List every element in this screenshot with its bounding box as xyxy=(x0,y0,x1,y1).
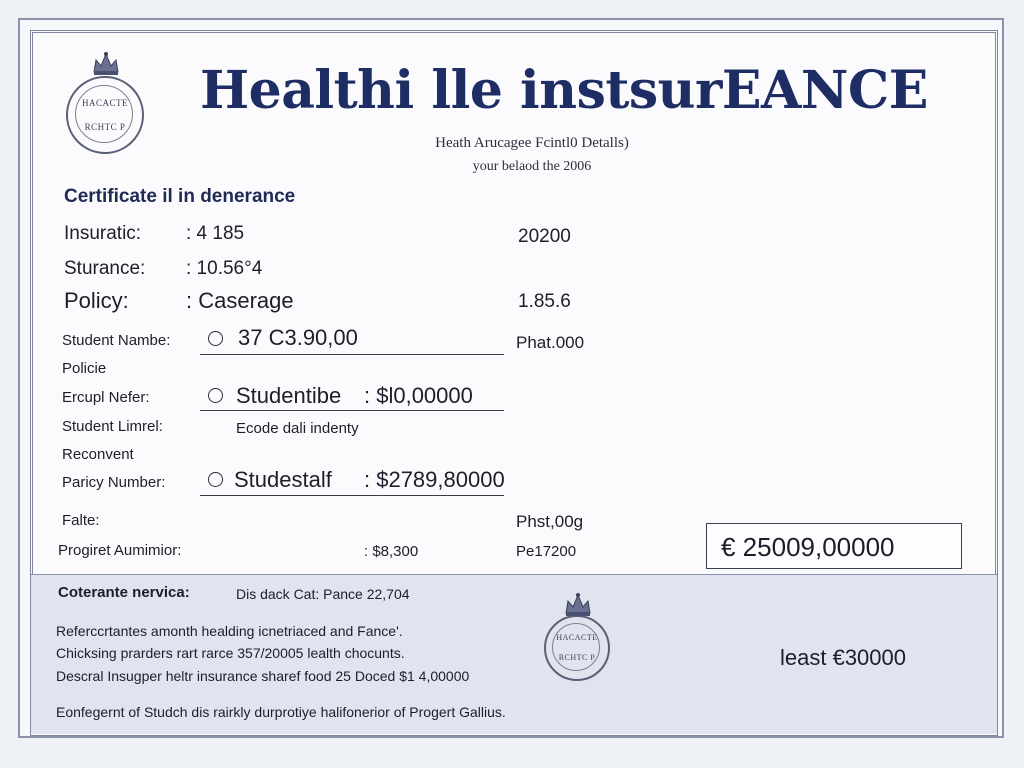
label-falte: Falte: xyxy=(62,512,100,529)
certificate-title: Healthi lle instsurEANCE xyxy=(200,60,928,121)
label-progiret: Progiret Aumimior: xyxy=(58,542,182,559)
subtitle-line1: Heath Arucagee Fcintl0 Detalls) xyxy=(435,135,629,151)
label-student-name: Student Nambe: xyxy=(62,332,171,349)
footer-least-amount: least €30000 xyxy=(780,645,906,670)
total-box xyxy=(706,523,962,569)
underline-ercupl-nefer xyxy=(200,410,504,411)
total-value: € 25009,00000 xyxy=(721,532,895,562)
value-ercupl-nefer: Studentibe xyxy=(236,383,342,408)
underline-student-name xyxy=(200,354,504,355)
seal-footer-text-bottom: RCHTC P xyxy=(558,653,596,662)
radio-student-name[interactable] xyxy=(208,331,223,346)
footer-bottom-line: Eonfegernt of Studch dis rairkly durprotiye halifonerior of Progert Gallius. xyxy=(56,704,506,720)
summary-label-sturance: Sturance: xyxy=(64,258,146,279)
amount-paricy-number: : $2789,80000 xyxy=(364,467,505,492)
footer-line3: Descral Insugper heltr insurance sharef food 25 Doced $1 4,00000 xyxy=(56,668,470,684)
label-student-limrel: Student Limrel: xyxy=(62,418,163,435)
value-student-name: 37 C3.90,00 xyxy=(238,325,358,350)
radio-ercupl-nefer[interactable] xyxy=(208,388,223,403)
summary-value-policy: : Caserage xyxy=(186,288,294,313)
radio-paricy-number[interactable] xyxy=(208,472,223,487)
seal-text-top: HACACTE xyxy=(82,98,128,108)
summary-label-insuratic: Insuratic: xyxy=(64,223,142,244)
summary-value-sturance: : 10.56°4 xyxy=(186,258,263,279)
value-progiret: : $8,300 xyxy=(364,543,419,560)
crown-icon xyxy=(90,50,122,76)
seal-footer-text-top: HACACTE xyxy=(556,633,598,642)
value-student-limrel: Ecode dali indenty xyxy=(236,420,359,437)
summary-right-policy: 1.85.6 xyxy=(518,291,571,312)
label-ercupl-nefer: Ercupl Nefer: xyxy=(62,389,150,406)
right-student-name: Phat.000 xyxy=(516,333,585,352)
label-policie: Policie xyxy=(62,360,107,377)
amount-ercupl-nefer: : $l0,00000 xyxy=(364,383,473,408)
summary-right-insuratic: 20200 xyxy=(518,226,571,247)
summary-value-insuratic: : 4 185 xyxy=(186,223,245,244)
section-heading: Certificate il in denerance xyxy=(64,186,296,207)
label-paricy-number: Paricy Number: xyxy=(62,474,166,491)
footer-heading: Coterante nervica: xyxy=(58,584,190,601)
right-falte: Phst,00g xyxy=(516,512,584,531)
underline-paricy-number xyxy=(200,495,504,496)
summary-label-policy: Policy: xyxy=(64,288,129,313)
value-paricy-number: Studestalf xyxy=(234,467,332,492)
seal-footer xyxy=(544,615,610,681)
footer-heading-value: Dis dack Cat: Pance 22,704 xyxy=(236,586,410,602)
label-reconvent: Reconvent xyxy=(62,446,134,463)
crown-icon xyxy=(562,591,594,617)
seal-ring xyxy=(552,623,600,671)
footer-line1: Referccrtantes amonth healding icnetriaced and Fance'. xyxy=(56,623,403,639)
right-progiret: Pe17200 xyxy=(516,543,577,560)
seal-text-bottom: RCHTC P xyxy=(84,122,126,132)
footer-line2: Chicksing prarders rart rarce 357/20005 lealth chocunts. xyxy=(56,645,405,661)
subtitle-line2: your belaod the 2006 xyxy=(472,159,592,174)
